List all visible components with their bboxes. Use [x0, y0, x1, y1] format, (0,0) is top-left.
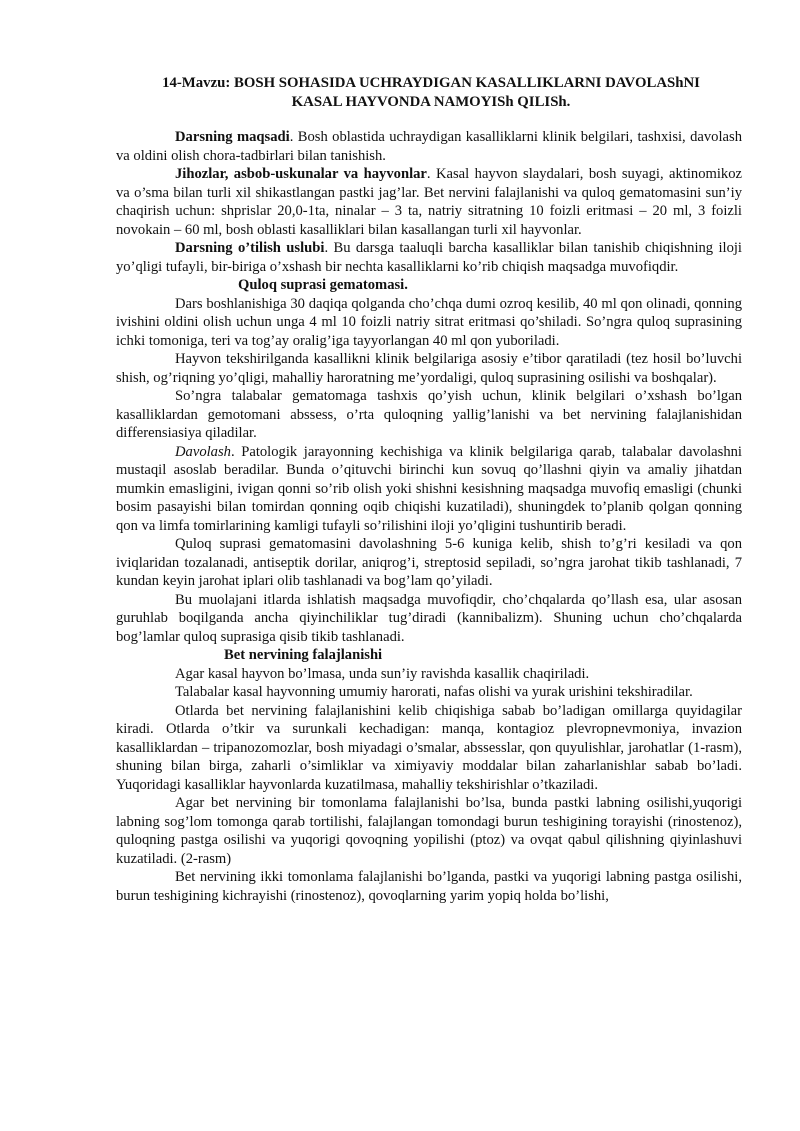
paragraph-equipment [116, 165, 742, 239]
paragraph-13: Agar bet nervining bir tomonlama falajlanishi bo’lsa, bunda pastki labning osilishi,yuqorigi labning sog’lom tomonga qarab tortilishi, falajlangan tomondagi burun teshigining torayishi (rinostenoz), quloqning pastga osilishi va yuqorigi qovoqning yopilishi (ptoz) va ovqat qabul qilishning qiyinlashuvi kuzatiladi. (2-rasm) [116, 795, 742, 867]
document-title [116, 74, 742, 112]
section-heading-facial-nerve: Bet nervining falajlanishi [224, 647, 383, 663]
paragraph-10: Agar kasal hayvon bo’lmasa, unda sun’iy ravishda kasallik chaqiriladi. [175, 665, 590, 682]
treatment-lead: Davolash [175, 443, 231, 460]
paragraph-4: Dars boshlanishiga 30 daqiqa qolganda cho’chqa dumi ozroq kesilib, 40 ml qon olinadi, qonning ivishini oldini olish uchun unga 4 ml 10 foizli natriy sitrat eritmasi qo’shiladi. So’ngra quloq suprasining ichki tomoniga, teri va tog’ay oralig’iga tayyorlangan 40 ml qon yuboriladi. [116, 295, 742, 349]
paragraph-14: Bet nervining ikki tomonlama falajlanishi bo’lganda, pastki va yuqorigi labning pastga osilishi, burun teshigining kichrayishi (rinostenoz), qovoqlarning yarim yopiq holda bo’lishi, [116, 869, 742, 904]
paragraph-8: Quloq suprasi gematomasini davolashning 5-6 kuniga kelib, shish to’g’ri kesiladi va qon iviqlaridan tozalanadi, antiseptik dorilar, aniqrog’i, streptosid sepiladi, so’ngra jarohat tikib tashlanadi, 7 kundan keyin jarohat iplari olib tashlanadi va bog’lam qo’yiladi. [116, 536, 742, 589]
paragraph-goal [116, 128, 742, 165]
title-line-2: KASAL HAYVONDA NAMOYISh QILISh. [291, 94, 571, 110]
paragraph-9: Bu muolajani itlarda ishlatish maqsadga muvofiqdir, cho’chqalarda qo’llash esa, ular asosan guruhlab boqilganda ancha qiyinchiliklar tug’diradi (kannibalizm). Shuning uchun cho’chqalarda bog’lamlar quloq suprasiga qisib tikib tashlanadi. [116, 591, 742, 645]
paragraph-12: Otlarda bet nervining falajlanishini kelib chiqishiga sabab bo’ladigan omillarga quyidagilar kiradi. Otlarda o’tkir va surunkali kechadigan: manqa, kontagioz plevropnevmoniya, invazion kasalliklardan – tripanozomozlar, bosh miyadagi o’smalar, abssesslar, qon quyulishlar, jarohatlar (1-rasm), shuning bilan birga, zaharli o’simliklar va ximiyaviy moddalar bilan zaharlanishlar sabab bo’ladi. Yuqoridagi kasalliklar hayvonlarda kuzatilmasa, mahalliy tekshirishlar o’tkaziladi. [116, 702, 742, 793]
equipment-lead: Jihozlar, asbob-uskunalar va hayvonlar [175, 166, 427, 182]
goal-lead: Darsning maqsadi [175, 129, 290, 145]
paragraph-treatment [116, 443, 742, 536]
paragraph-method [116, 239, 742, 276]
section-heading-ear-hematoma: Quloq suprasi gematomasi. [238, 277, 408, 293]
treatment-text: . Patologik jarayonning kechishiga va klinik belgilariga qarab, talabalar davolashni mustaqil asoslab beradilar. Bunda o’qituvchi birinchi kun sovuq qo’llashni qiyin va amaliy jihatdan mumkin emasligini, ivigan qonni so’rib olish yoki shishni kesishning maqsadga muvofiq emasligi (chunki bosim pasayishi bilan tomirdan qonning oqib chiqishi kuzatiladi), shuningdek to’planib qolgan qonning qon va limfa tomirlarining kamligi tufayli so’rilishini iloji yo’qligini tushuntirib beradi. [116, 443, 742, 534]
title-line-1: 14-Mavzu: BOSH SOHASIDA UCHRAYDIGAN KASALLIKLARNI DAVOLAShNI [162, 75, 700, 91]
paragraph-5: Hayvon tekshirilganda kasallikni klinik belgilariga asosiy e’tibor qaratiladi (tez hosil bo’luvchi shish, og’riqning yo’qligi, mahalliy haroratning me’yordaligi, quloq suprasining osilishi va boshqalar). [116, 351, 742, 386]
method-lead: Darsning o’tilish uslubi [175, 240, 325, 256]
goal-text: . Bosh oblastida uchraydigan kasalliklarni klinik belgilari, tashxisi, davolash va oldini olish chora-tadbirlari bilan tanishish. [116, 129, 742, 164]
equipment-text: . Kasal hayvon slaydalari, bosh suyagi, aktinomikoz va o’sma bilan turli xil shikastlangan pastki jag’lar. Bet nervini falajlanishi va quloq gematomasini sun’iy chaqirish uchun: shprislar 20,0-1ta, ninalar – 3 ta, natriy sitratning 10 foizli eritmasi – 20 ml, 3 foizli novokain – 60 ml, bosh oblasti kasalliklari bilan kasallangan turli xil hayvonlar. [116, 166, 742, 238]
paragraph-11: Talabalar kasal hayvonning umumiy harorati, nafas olishi va yurak urishini tekshiradilar. [175, 684, 693, 700]
paragraph-6: So’ngra talabalar gematomaga tashxis qo’yish uchun, klinik belgilari o’xshash bo’lgan kasalliklardan gemotomani abssess, o’rta quloqning yallig’lanishi va bet nervining falajlanishidan differensiasiya qiladilar. [116, 388, 742, 441]
method-text: . Bu darsga taaluqli barcha kasalliklar bilan tanishib chiqishning iloji yo’qligi tufayli, bir-biriga o’xshash bir nechta kasalliklarni ko’rib chiqish maqsadga muvofiqdir. [116, 240, 742, 275]
